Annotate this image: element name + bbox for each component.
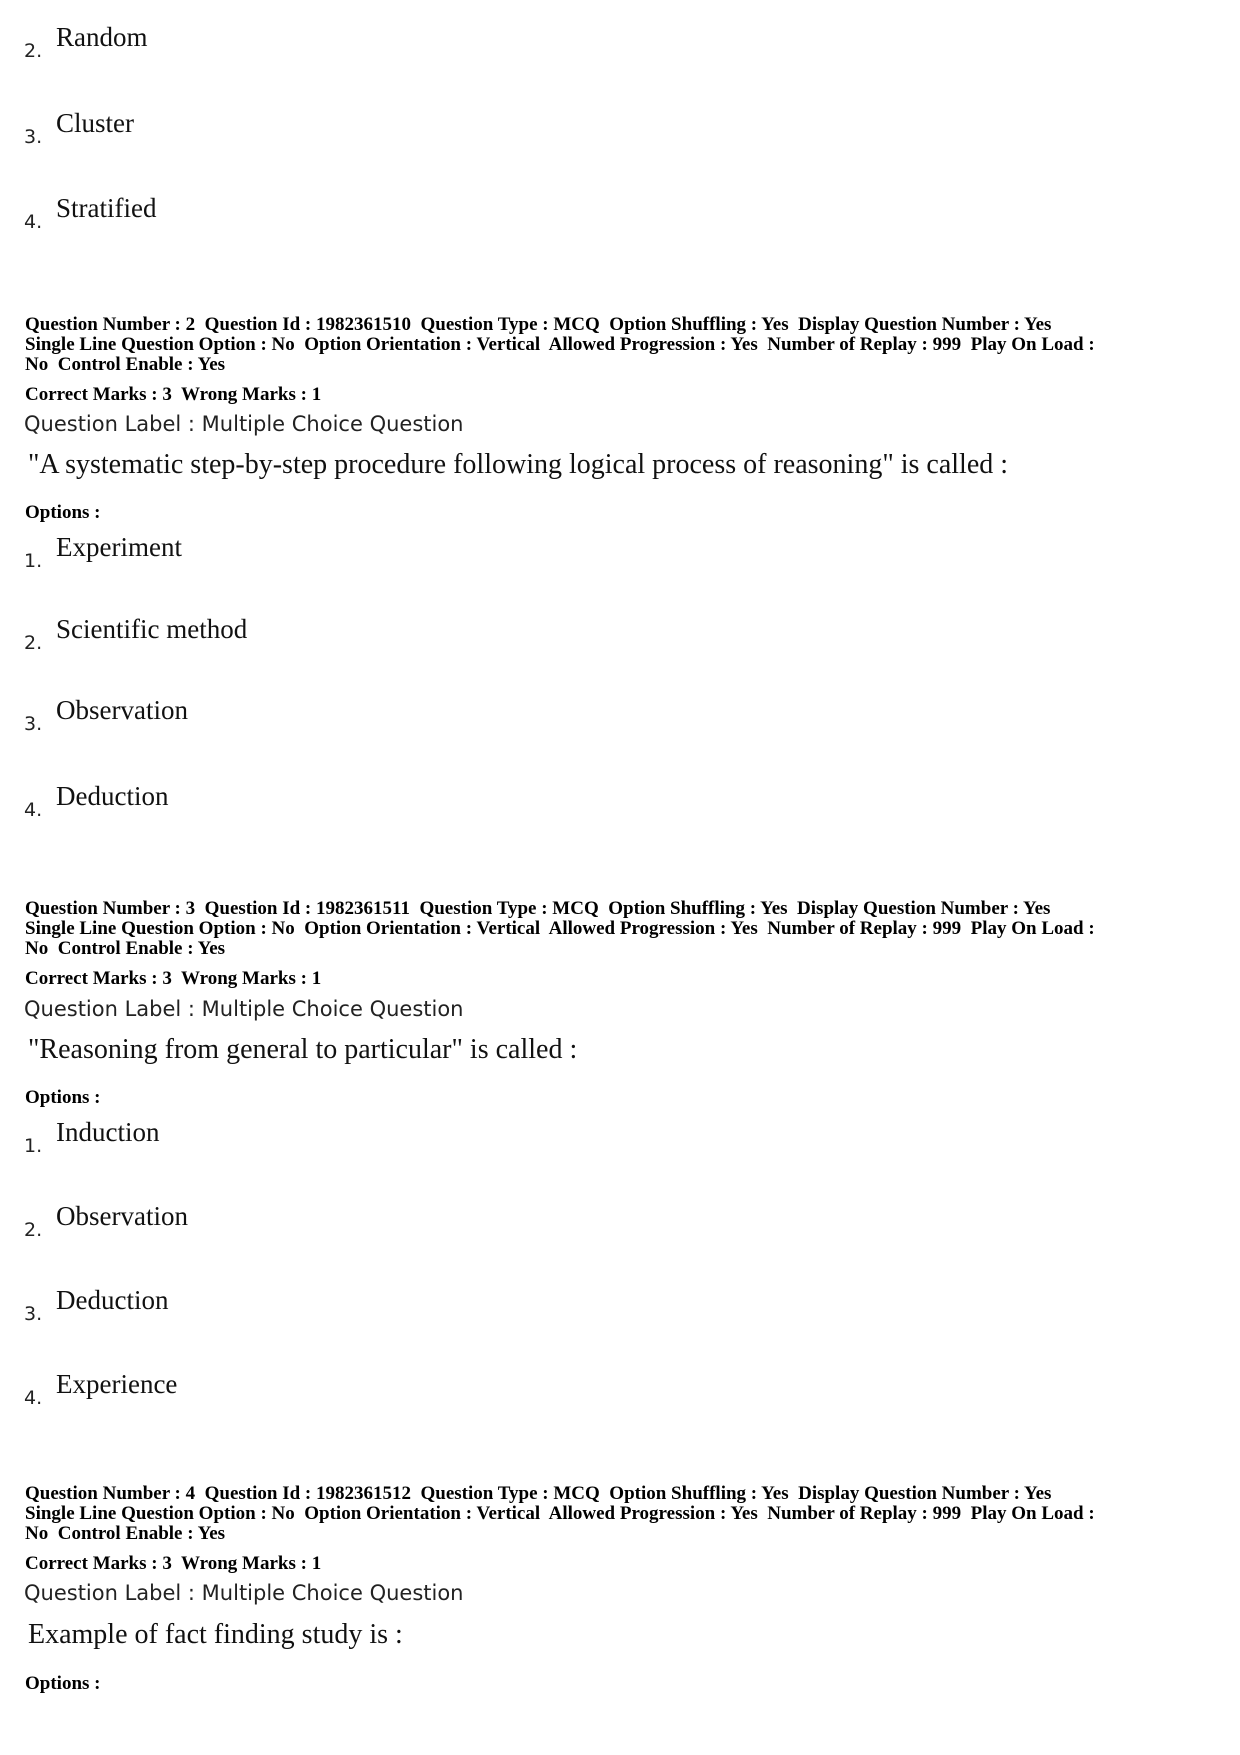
question-marks: Correct Marks : 3 Wrong Marks : 1 (25, 384, 322, 405)
question-meta: Question Number : 3 Question Id : 1982361511 Question Type : MCQ Option Shuffling : Yes Display Question Number : Yes Single Line Question Option : No Option Orientation : Vertical Allowed Progression : Yes Number of Replay : 999 Play On Load : No Control Enable : Yes (25, 898, 1095, 959)
question-marks: Correct Marks : 3 Wrong Marks : 1 (25, 968, 322, 989)
option-text: Deduction (56, 781, 169, 811)
option-text: Random (56, 22, 148, 52)
option-number: 2. (24, 632, 43, 654)
option-number: 4. (24, 1387, 43, 1409)
option-item (24, 22, 1024, 72)
question-meta: Question Number : 4 Question Id : 1982361512 Question Type : MCQ Option Shuffling : Yes Display Question Number : Yes Single Line Question Option : No Option Orientation : Vertical Allowed Progression : Yes Number of Replay : 999 Play On Load : No Control Enable : Yes (25, 1483, 1095, 1544)
option-text: Scientific method (56, 614, 248, 644)
option-item (24, 1201, 1024, 1251)
option-item (24, 1285, 1024, 1335)
question-label: Question Label : Multiple Choice Question (24, 412, 464, 436)
option-text: Observation (56, 695, 188, 725)
option-number: 3. (24, 713, 43, 735)
question-text: "Reasoning from general to particular" is called : (28, 1034, 578, 1065)
option-text: Experience (56, 1369, 178, 1399)
options-heading: Options : (25, 502, 101, 523)
option-text: Deduction (56, 1285, 169, 1315)
option-text: Stratified (56, 193, 157, 223)
question-label: Question Label : Multiple Choice Question (24, 1581, 464, 1605)
options-heading: Options : (25, 1087, 101, 1108)
options-heading: Options : (25, 1673, 101, 1694)
option-item (24, 695, 1024, 745)
option-number: 2. (24, 40, 43, 62)
option-text: Experiment (56, 532, 182, 562)
option-number: 4. (24, 799, 43, 821)
option-item (24, 1369, 1024, 1419)
option-number: 4. (24, 211, 43, 233)
question-label: Question Label : Multiple Choice Question (24, 997, 464, 1021)
option-item (24, 193, 1024, 243)
option-item (24, 781, 1024, 831)
option-number: 1. (24, 550, 43, 572)
question-text: Example of fact finding study is : (28, 1619, 403, 1650)
option-item (24, 532, 1024, 582)
option-text: Cluster (56, 108, 134, 138)
question-marks: Correct Marks : 3 Wrong Marks : 1 (25, 1553, 322, 1574)
option-number: 3. (24, 126, 43, 148)
option-number: 3. (24, 1303, 43, 1325)
option-item (24, 108, 1024, 158)
option-item (24, 1117, 1024, 1167)
question-text: "A systematic step-by-step procedure following logical process of reasoning" is called : (28, 449, 1009, 480)
option-number: 1. (24, 1135, 43, 1157)
option-number: 2. (24, 1219, 43, 1241)
option-text: Observation (56, 1201, 188, 1231)
option-item (24, 614, 1024, 664)
question-meta: Question Number : 2 Question Id : 1982361510 Question Type : MCQ Option Shuffling : Yes Display Question Number : Yes Single Line Question Option : No Option Orientation : Vertical Allowed Progression : Yes Number of Replay : 999 Play On Load : No Control Enable : Yes (25, 314, 1095, 375)
option-text: Induction (56, 1117, 160, 1147)
